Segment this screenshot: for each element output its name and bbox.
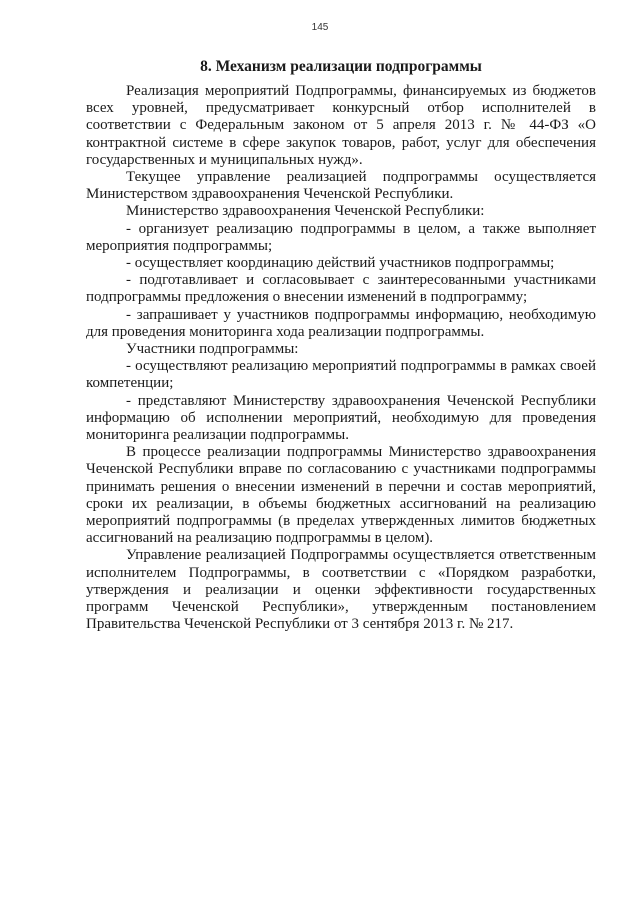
list-item-coordinates: - осуществляет координацию действий участников подпрограммы; bbox=[126, 255, 555, 272]
list-item-prepares-proposals: - подготавливает и согласовывает с заинтересованными участниками подпрограммы предложения о внесении изменений в подпрограмму; bbox=[86, 272, 596, 306]
list-item-requests-information: - запрашивает у участников подпрограммы информацию, необходимую для проведения мониторинга хода реализации подпрограммы. bbox=[86, 306, 596, 340]
paragraph-responsible-executor: Управление реализацией Подпрограммы осуществляется ответственным исполнителем Подпрограммы, в соответствии с «Порядком разработки, утверждения и реализации и оценки эффективности государственных программ Чеченской Республики», утвержденным постановлением Правительства Чеченской Республики от 3 сентября 2013 г. № 217. bbox=[86, 547, 596, 633]
section-body bbox=[86, 83, 596, 634]
paragraph-participants-intro: Участники подпрограммы: bbox=[126, 341, 299, 358]
section-heading: 8. Механизм реализации подпрограммы bbox=[200, 58, 482, 75]
paragraph-contractor-selection: Реализация мероприятий Подпрограммы, финансируемых из бюджетов всех уровней, предусматривает конкурсный отбор исполнителей в соответствии с Федеральным законом от 5 апреля 2013 г. № 44-ФЗ «О контрактной системе в сфере закупок товаров, работ, услуг для обеспечения государственных и муниципальных нужд». bbox=[86, 83, 596, 168]
paragraph-ministry-decisions: В процессе реализации подпрограммы Министерство здравоохранения Чеченской Республики вправе по согласованию с участниками подпрограммы принимать решения о внесении изменений в перечни и состав мероприятий, сроки их реализации, в объемы бюджетных ассигнований на реализацию мероприятий подпрограммы (в пределах утвержденных лимитов бюджетных ассигнований на реализацию подпрограммы в целом). bbox=[86, 444, 596, 547]
paragraph-current-management: Текущее управление реализацией подпрограммы осуществляется Министерством здравоохранения Чеченской Республики. bbox=[86, 169, 596, 203]
list-item-participants-implement: - осуществляют реализацию мероприятий подпрограммы в рамках своей компетенции; bbox=[86, 358, 596, 392]
page-number: 145 bbox=[311, 22, 329, 33]
paragraph-ministry-intro: Министерство здравоохранения Чеченской Республики: bbox=[126, 203, 485, 220]
list-item-organizes: - организует реализацию подпрограммы в целом, а также выполняет мероприятия подпрограммы; bbox=[86, 220, 596, 254]
list-item-participants-report: - представляют Министерству здравоохранения Чеченской Республики информацию об исполнении мероприятий, необходимую для проведения мониторинга реализации подпрограммы. bbox=[86, 392, 596, 444]
